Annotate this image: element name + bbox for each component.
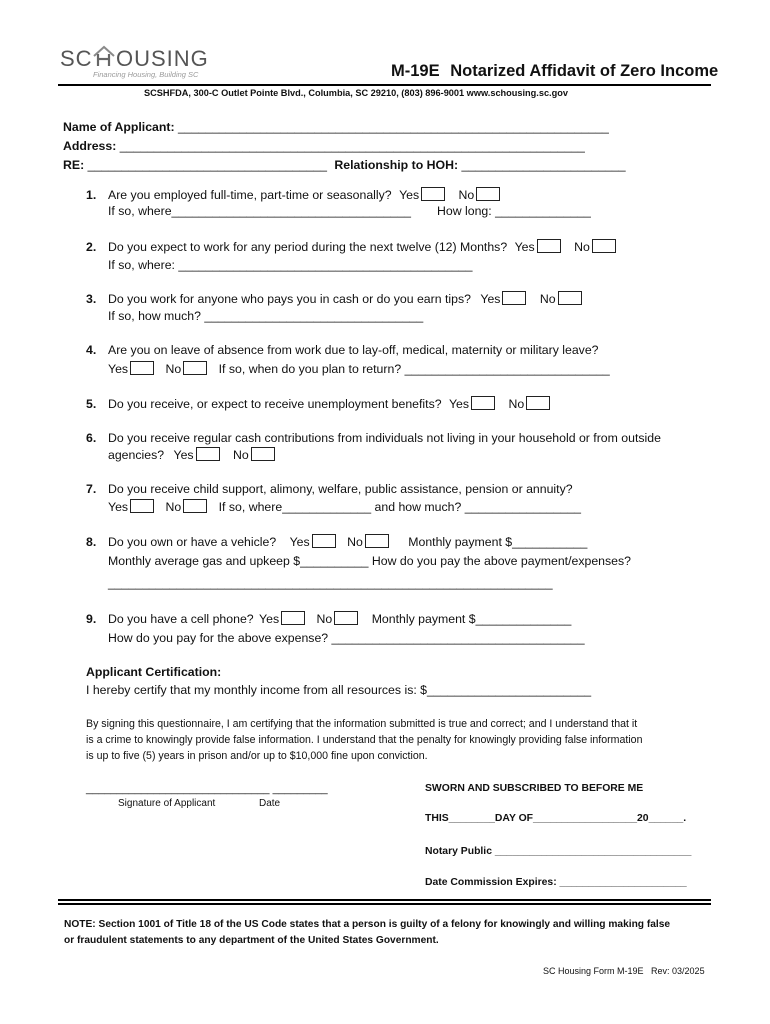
house-icon [92,44,116,68]
question-4-answers [108,361,610,377]
yes-label: Yes [289,535,310,549]
yes-checkbox[interactable] [312,534,336,548]
notary-public-line[interactable]: Notary Public __________________________________ [425,846,692,857]
no-checkbox[interactable] [526,396,550,410]
question-3 [86,291,584,307]
form-code: M-19E [391,62,440,80]
question-number: 8. [86,535,97,549]
question-2 [86,239,618,255]
date-label: Date [259,798,281,809]
relationship-field[interactable]: ________________________ [461,158,626,172]
notary-date-line[interactable]: THIS________DAY OF__________________20______. [425,813,687,824]
question-8-payment[interactable]: Monthly payment $___________ [408,535,588,549]
applicant-name-field[interactable]: _______________________________________________________________ [178,120,609,134]
yes-label: Yes [173,448,194,462]
no-checkbox[interactable] [365,534,389,548]
question-number: 9. [86,612,97,626]
yes-label: Yes [448,397,470,411]
question-text: Do you receive regular cash contributions from individuals not living in your household or from outside [108,431,661,445]
form-title-text: Notarized Affidavit of Zero Income [450,62,719,80]
certification-statement [86,716,642,764]
question-number: 4. [86,343,97,357]
legal-note [64,917,670,949]
question-1-how-long[interactable]: How long: ______________ [437,204,591,218]
logo-tagline: Financing Housing, Building SC [93,70,199,79]
question-number: 5. [86,397,97,411]
re-label: RE: [63,158,85,172]
income-certification[interactable]: I hereby certify that my monthly income from all resources is: $________________________ [86,683,592,697]
no-checkbox[interactable] [592,239,616,253]
statement-line: By signing this questionnaire, I am certifying that the information submitted is true and correct; and I understand that it [86,718,638,730]
question-8-answer-line[interactable]: _________________________________________________________________ [108,576,553,590]
no-label: No [165,500,182,514]
no-label: No [316,612,333,626]
signature-label: Signature of Applicant [118,798,216,809]
certification-heading: Applicant Certification: [86,665,222,679]
question-number: 3. [86,292,97,306]
no-label: No [347,535,363,549]
question-text: Do you work for anyone who pays you in cash or do you earn tips? [108,292,471,306]
question-6 [86,431,661,446]
question-3-how-much[interactable]: If so, how much? ________________________________ [108,309,424,323]
title-rule [58,84,711,86]
yes-label: Yes [108,500,129,514]
divider-top [58,899,711,901]
relationship-label: Relationship to HOH: [334,158,459,172]
address-row [63,139,585,154]
question-text: Do you expect to work for any period during the next twelve (12) Months? [108,240,508,254]
question-9 [86,611,571,627]
yes-label: Yes [399,188,420,202]
signature-line[interactable]: ______________________________ _________ [86,783,328,795]
form-title [391,62,718,81]
question-number: 6. [86,431,97,445]
question-9-expense[interactable]: How do you pay for the above expense? _____________________________________ [108,631,585,645]
question-1-where[interactable]: If so, where___________________________________ [108,204,411,218]
question-number: 7. [86,482,97,496]
note-line: NOTE: Section 1001 of Title 18 of the US Code states that a person is guilty of a felony for knowingly and willing making false [64,919,671,930]
question-text: Are you on leave of absence from work due to lay-off, medical, maternity or military leave? [108,343,599,357]
divider-bottom [58,903,711,905]
no-label: No [539,292,556,306]
no-label: No [508,397,525,411]
question-5 [86,396,552,412]
statement-line: is up to five (5) years in prison and/or up to $10,000 fine upon conviction. [86,750,428,762]
question-9-payment[interactable]: Monthly payment $______________ [371,612,572,626]
question-2-where[interactable]: If so, where: ___________________________________________ [108,258,473,272]
re-row [63,158,626,173]
yes-checkbox[interactable] [130,361,154,375]
yes-label: Yes [108,362,129,376]
no-checkbox[interactable] [183,499,207,513]
applicant-name-row [63,120,609,135]
question-text: Do you receive child support, alimony, welfare, public assistance, pension or annuity? [108,482,573,496]
no-checkbox[interactable] [183,361,207,375]
no-checkbox[interactable] [251,447,275,461]
commission-expires-line[interactable]: Date Commission Expires: ______________________ [425,877,687,888]
question-7-where-how-much[interactable]: If so, where_____________ and how much? _________________ [218,500,582,514]
address-field[interactable]: ____________________________________________________________________ [119,139,585,153]
note-line: or fraudulent statements to any department of the United States Government. [64,935,439,946]
question-4 [86,343,599,358]
yes-checkbox[interactable] [537,239,561,253]
no-label: No [574,240,590,254]
no-checkbox[interactable] [558,291,582,305]
question-text: Do you receive, or expect to receive unemployment benefits? [108,397,442,411]
question-8-upkeep[interactable]: Monthly average gas and upkeep $__________ How do you pay the above payment/expenses? [108,554,631,568]
yes-checkbox[interactable] [281,611,305,625]
yes-checkbox[interactable] [471,396,495,410]
question-number: 2. [86,240,97,254]
re-field[interactable]: ___________________________________ [87,158,327,172]
yes-label: Yes [259,612,280,626]
no-label: No [232,448,249,462]
logo-text-ousing: OUSING [116,46,209,71]
yes-checkbox[interactable] [421,187,445,201]
yes-checkbox[interactable] [130,499,154,513]
no-label: No [458,188,475,202]
question-7 [86,482,573,497]
yes-checkbox[interactable] [196,447,220,461]
question-8 [86,534,587,550]
question-4-return[interactable]: If so, when do you plan to return? ______________________________ [218,362,610,376]
logo [60,46,209,82]
no-label: No [165,362,182,376]
no-checkbox[interactable] [476,187,500,201]
applicant-name-label: Name of Applicant: [63,120,175,134]
question-1 [86,187,502,203]
question-text: Do you have a cell phone? [108,612,254,626]
yes-label: Yes [514,240,535,254]
yes-checkbox[interactable] [502,291,526,305]
question-text: Do you own or have a vehicle? [108,535,277,549]
sworn-heading: SWORN AND SUBSCRIBED TO BEFORE ME [425,783,644,794]
statement-line: is a crime to knowingly provide false information. I understand that the penalty for knowingly providing false information [86,734,643,746]
question-6-answers [108,447,277,463]
agency-line: SCSHFDA, 300-C Outlet Pointe Blvd., Columbia, SC 29210, (803) 896-9001 www.schousing.sc.gov [144,88,568,98]
question-number: 1. [86,188,97,202]
question-text: Are you employed full-time, part-time or seasonally? [108,188,392,202]
address-label: Address: [63,139,117,153]
question-6-continued: agencies? [108,448,165,462]
yes-label: Yes [480,292,501,306]
logo-text-sc: SC [60,46,93,71]
no-checkbox[interactable] [334,611,358,625]
question-7-answers [108,499,581,515]
form-revision: SC Housing Form M-19E Rev: 03/2025 [543,966,705,976]
